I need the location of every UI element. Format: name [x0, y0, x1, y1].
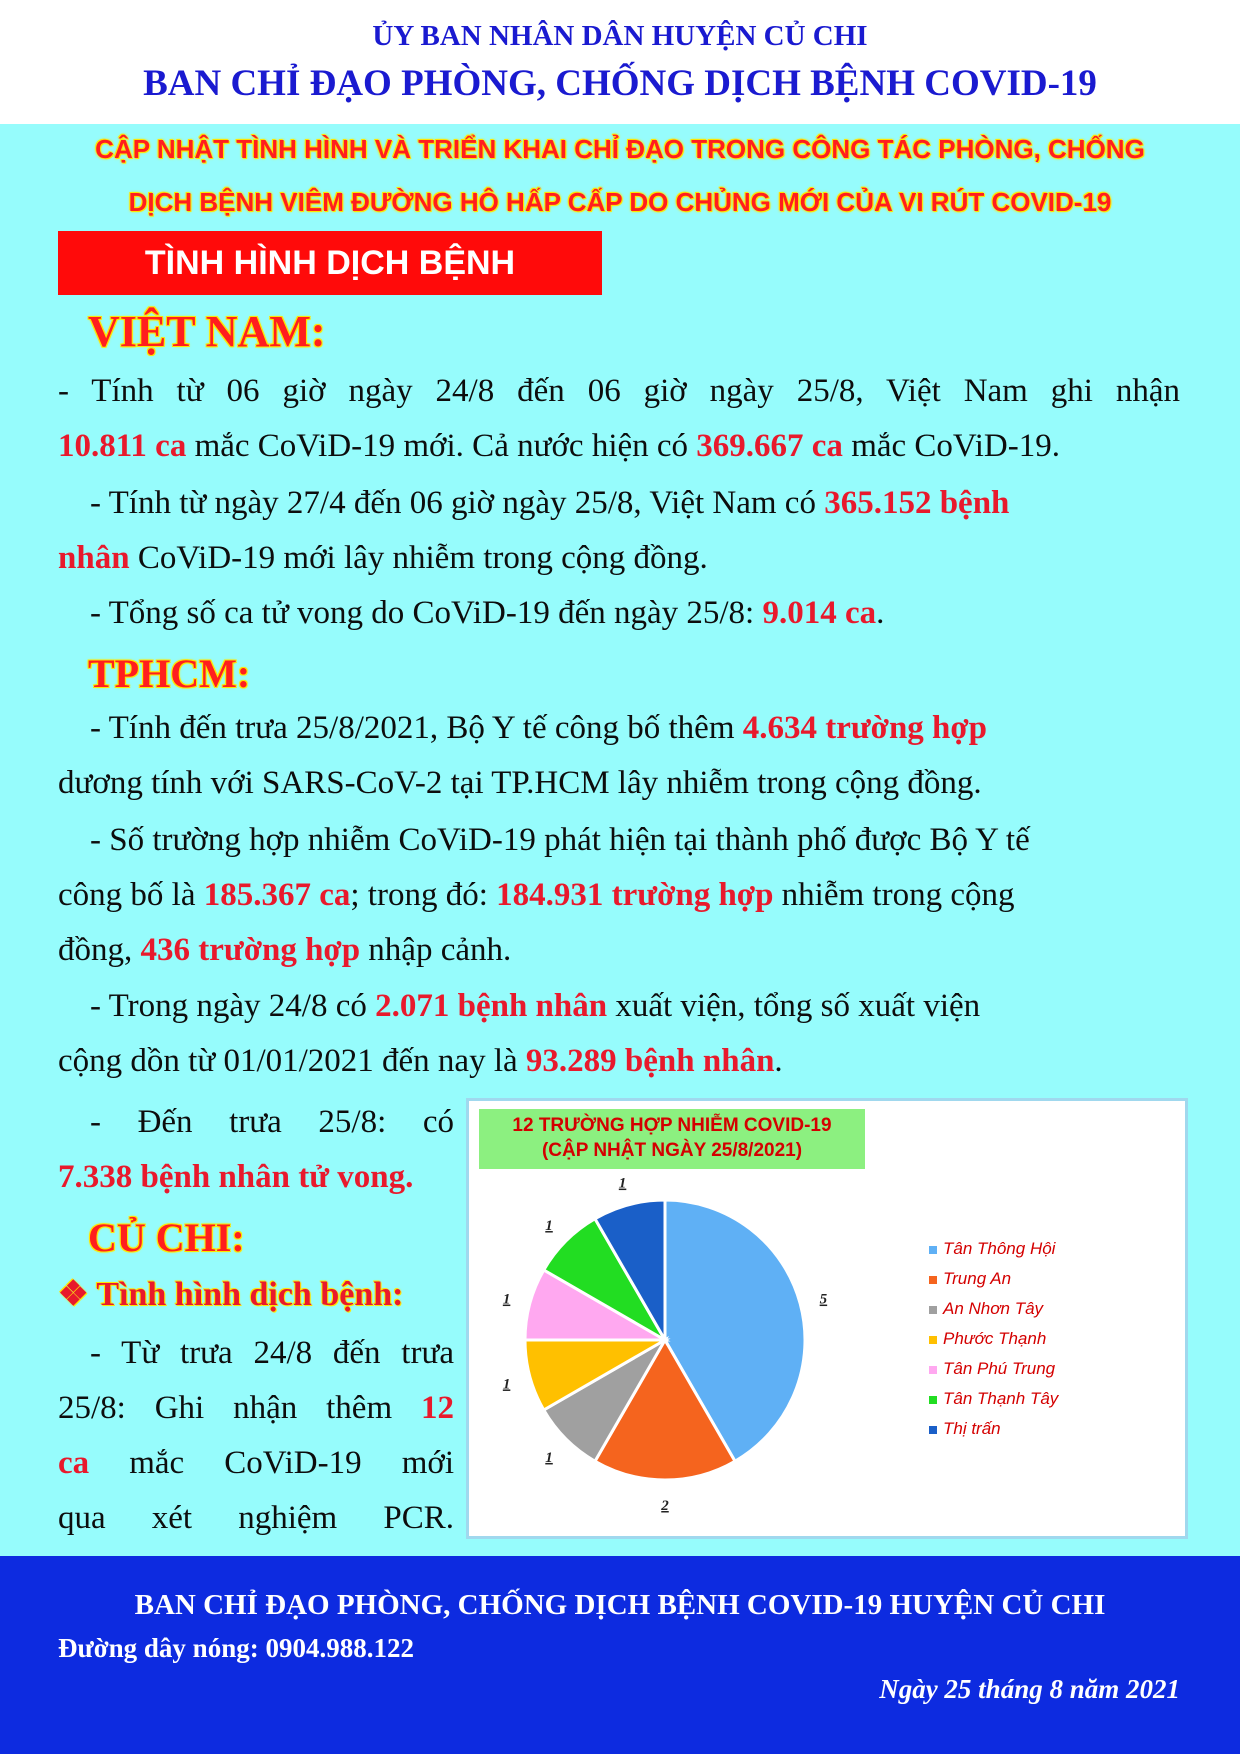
tphcm-para-1-line-2: dương tính với SARS-CoV-2 tại TP.HCM lây nhiễm trong cộng đồng. [58, 765, 982, 801]
headline-line-1: CẬP NHẬT TÌNH HÌNH VÀ TRIỂN KHAI CHỈ ĐẠO TRONG CÔNG TÁC PHÒNG, CHỐNG [95, 134, 1145, 164]
pie-chart [469, 1101, 1185, 1536]
footer-committee: BAN CHỈ ĐẠO PHÒNG, CHỐNG DỊCH BỆNH COVID-19 HUYỆN CỦ CHI [134, 1589, 1106, 1621]
cuchi-line-3: ca mắc CoViD-19 mới [58, 1445, 454, 1481]
vietnam-para-2-line-2: nhân CoViD-19 mới lây nhiễm trong cộng đồng. [58, 540, 708, 576]
vietnam-para-3: - Tổng số ca tử vong do CoViD-19 đến ngày 25/8: 9.014 ca. [90, 595, 885, 631]
pie-data-label-3: 1 [502, 1376, 511, 1393]
cuchi-cases-value: 12 [421, 1390, 454, 1426]
tphcm-para-2-line-1: - Số trường hợp nhiễm CoViD-19 phát hiện tại thành phố được Bộ Y tế [90, 822, 1030, 858]
footer-hotline: Đường dây nóng: 0904.988.122 [58, 1633, 414, 1663]
hcm-deaths-value: 7.338 bệnh nhân tử vong. [58, 1159, 414, 1195]
top-header [0, 0, 1240, 124]
vietnam-para-1-line-2: 10.811 ca mắc CoViD-19 mới. Cả nước hiện có 369.667 ca mắc CoViD-19. [58, 428, 1060, 464]
legend-swatch-1 [929, 1276, 937, 1284]
footer [0, 1556, 1240, 1754]
tphcm-para-1-line-1: - Tính đến trưa 25/8/2021, Bộ Y tế công bố thêm 4.634 trường hợp [90, 710, 988, 746]
footer-date: Ngày 25 tháng 8 năm 2021 [879, 1674, 1180, 1704]
vietnam-heading: VIỆT NAM: [88, 307, 326, 356]
tphcm-para-3-line-1: - Trong ngày 24/8 có 2.071 bệnh nhân xuất viện, tổng số xuất viện [90, 988, 981, 1024]
deaths-value: 9.014 ca [762, 595, 877, 631]
legend-label-2: An Nhơn Tây [943, 1299, 1044, 1318]
legend-label-1: Trung An [943, 1269, 1012, 1288]
pie-chart-panel [466, 1098, 1188, 1539]
legend-label-0: Tân Thông Hội [943, 1239, 1056, 1258]
total-cases-value: 369.667 ca [696, 428, 843, 464]
committee-name: BAN CHỈ ĐẠO PHÒNG, CHỐNG DỊCH BỆNH COVID-19 [143, 63, 1097, 104]
community-cases-value: 365.152 bệnh [824, 485, 1010, 521]
cuchi-line-4: qua xét nghiệm PCR. [58, 1500, 454, 1536]
vietnam-para-1-line-1: - Tính từ 06 giờ ngày 24/8 đến 06 giờ ngày 25/8, Việt Nam ghi nhận [58, 373, 1180, 409]
pie-data-label-6: 1 [618, 1175, 627, 1192]
legend-swatch-0 [929, 1246, 937, 1254]
vietnam-para-2-line-1: - Tính từ ngày 27/4 đến 06 giờ ngày 25/8, Việt Nam có 365.152 bệnh [90, 485, 1010, 521]
pie-data-label-0: 5 [819, 1291, 828, 1308]
cuchi-heading: CỦ CHI: [88, 1215, 245, 1260]
legend-swatch-2 [929, 1306, 937, 1314]
cuchi-subheading: ❖ Tình hình dịch bệnh: [58, 1276, 404, 1313]
chart-title: 12 TRƯỜNG HỢP NHIỄM COVID-19 (CẬP NHẬT NGÀY 25/8/2021) [479, 1109, 865, 1169]
new-cases-value: 10.811 ca [58, 428, 187, 464]
legend-swatch-4 [929, 1366, 937, 1374]
pie-data-label-1: 2 [661, 1498, 669, 1514]
legend-label-3: Phước Thạnh [943, 1329, 1047, 1348]
pie-data-label-4: 1 [502, 1291, 511, 1308]
tphcm-para-3-line-2: cộng dồn từ 01/01/2021 đến nay là 93.289 bệnh nhân. [58, 1043, 783, 1079]
pie-data-label-2: 1 [545, 1449, 553, 1466]
cuchi-line-2: 25/8: Ghi nhận thêm 12 [58, 1390, 454, 1426]
tphcm-para-4-line-1: - Đến trưa 25/8: có [90, 1104, 454, 1140]
org-name: ỦY BAN NHÂN DÂN HUYỆN CỦ CHI [372, 20, 868, 52]
legend-label-5: Tân Thạnh Tây [943, 1389, 1059, 1408]
legend-swatch-6 [929, 1426, 937, 1434]
tphcm-para-2-line-3: đồng, 436 trường hợp nhập cảnh. [58, 932, 512, 968]
headline-line-2: DỊCH BỆNH VIÊM ĐƯỜNG HÔ HẤP CẤP DO CHỦNG MỚI CỦA VI RÚT COVID-19 [128, 187, 1112, 217]
legend-label-6: Thị trấn [943, 1419, 1001, 1438]
legend-label-4: Tân Phú Trung [943, 1359, 1056, 1378]
legend-swatch-3 [929, 1336, 937, 1344]
hcm-new-cases-value: 4.634 trường hợp [742, 710, 988, 746]
cuchi-line-1: - Từ trưa 24/8 đến trưa [90, 1335, 454, 1371]
pie-data-label-5: 1 [545, 1218, 553, 1235]
legend-swatch-5 [929, 1396, 937, 1404]
tphcm-heading: TPHCM: [88, 651, 251, 696]
section-banner: TÌNH HÌNH DỊCH BỆNH [58, 231, 602, 295]
tphcm-para-2-line-2: công bố là 185.367 ca; trong đó: 184.931 trường hợp nhiễm trong cộng [58, 877, 1015, 913]
